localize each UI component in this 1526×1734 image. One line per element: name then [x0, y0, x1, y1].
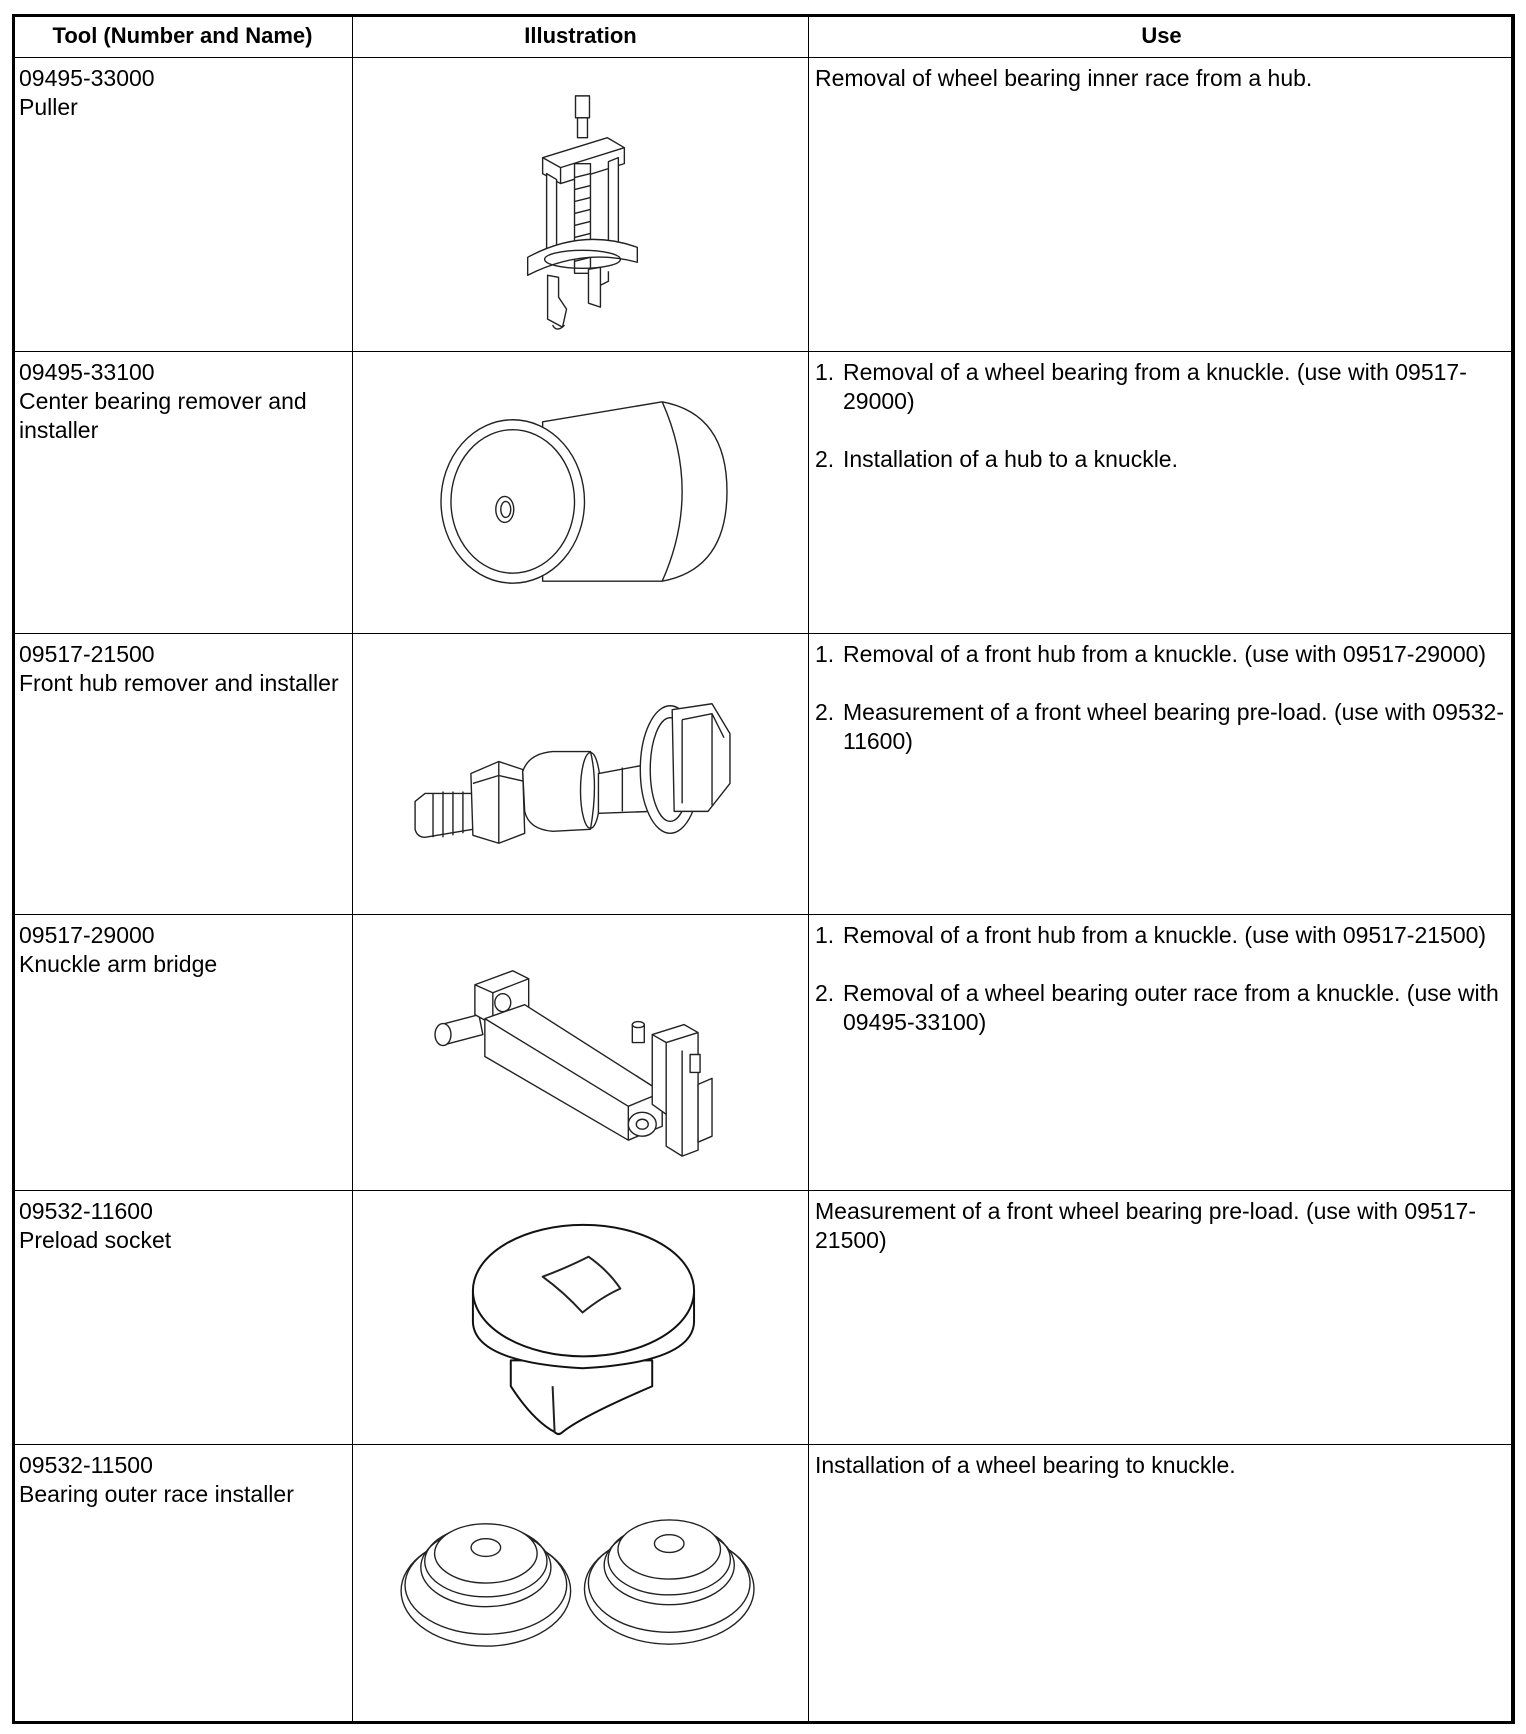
tool-name: Front hub remover and installer [19, 670, 339, 696]
tool-name: Bearing outer race installer [19, 1481, 294, 1507]
header-illustration: Illustration [353, 15, 809, 58]
use-text: Removal of wheel bearing inner race from a hub. [815, 65, 1313, 91]
list-item: 1. Removal of a wheel bearing from a knuckle. (use with 09517-29000) [815, 359, 1467, 414]
tool-number: 09532-11600 [19, 1198, 153, 1224]
tool-name: Preload socket [19, 1227, 172, 1253]
tool-number: 09532-11500 [19, 1452, 153, 1478]
list-item: 2. Removal of a wheel bearing outer race from a knuckle. (use with 09495-33100) [815, 980, 1499, 1035]
header-use: Use [809, 15, 1515, 58]
list-item: 1. Removal of a front hub from a knuckle. (use with 09517-29000) [815, 641, 1487, 667]
tool-number: 09517-21500 [19, 641, 155, 667]
tool-number: 09517-29000 [19, 922, 155, 948]
use-text: Measurement of a front wheel bearing pre-load. (use with 09517-21500) [815, 1198, 1476, 1253]
list-item: 1. Removal of a front hub from a knuckle. (use with 09517-21500) [815, 922, 1487, 948]
list-item: 2. Installation of a hub to a knuckle. [815, 446, 1178, 472]
tool-number: 09495-33000 [19, 65, 155, 91]
table-outer-border [12, 14, 1514, 1724]
tool-name: Knuckle arm bridge [19, 951, 218, 977]
list-item: 2. Measurement of a front wheel bearing pre-load. (use with 09532-11600) [815, 699, 1504, 754]
tool-name: Center bearing remover and installer [19, 388, 307, 443]
header-tool: Tool (Number and Name) [13, 15, 353, 58]
use-text: Installation of a wheel bearing to knuckle. [815, 1452, 1236, 1478]
tool-number: 09495-33100 [19, 359, 155, 385]
tool-name: Puller [19, 94, 78, 120]
